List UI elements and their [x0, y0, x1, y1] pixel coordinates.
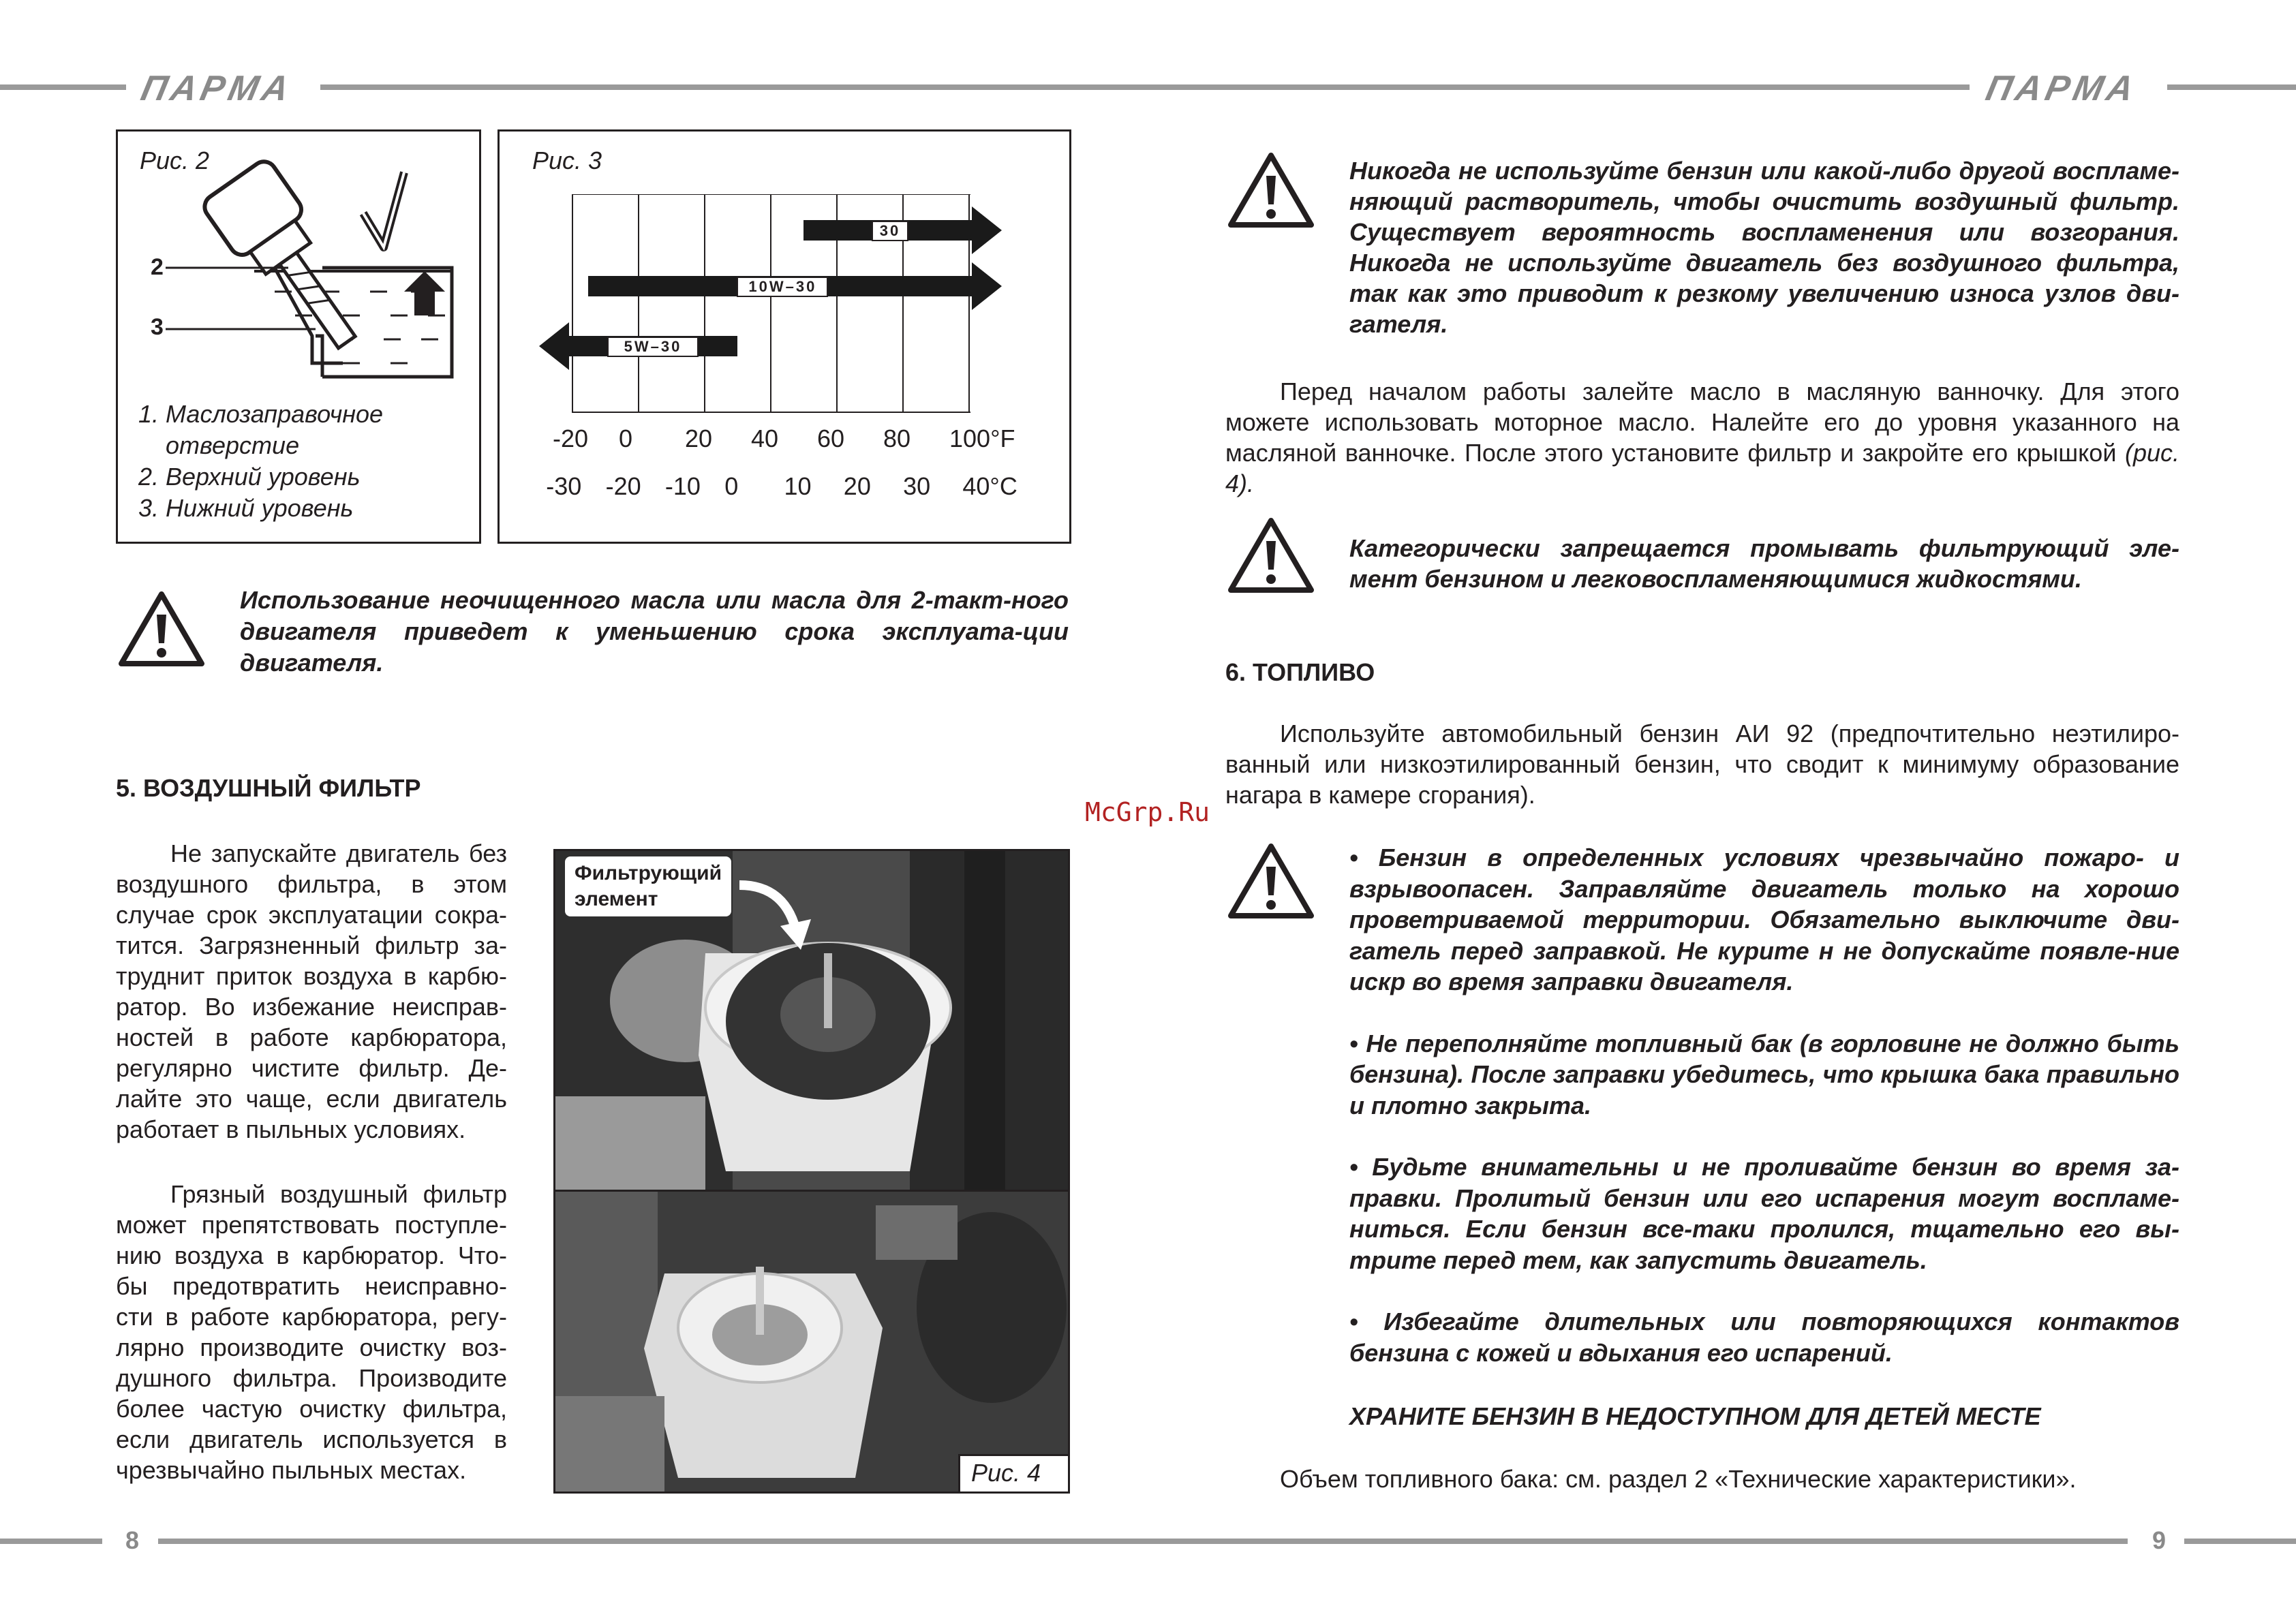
legend-item-2: 2. Верхний уровень [138, 463, 361, 491]
header-rule-right [2167, 84, 2296, 90]
warning-triangle-icon [1227, 151, 1315, 230]
marker-3: 3 [151, 314, 164, 340]
page-number-left: 8 [125, 1526, 140, 1554]
section-5-para-2: Грязный воздушный фильтр может препятствовать поступле-нию воздуха в карбюратор. Что-бы предотвратить неисправно-сти в работе карбюратора, регу-лярно производите очистку воз-душного фильтра. Производите более частую очистку фильтра, если двигатель используется в чрезвычайно пыльных местах. [116, 1180, 507, 1484]
c-tick-label: 30 [903, 472, 931, 500]
c-tick-label: 40°C [962, 472, 1017, 500]
c-tick-label: 10 [784, 472, 812, 500]
c-tick-label: -30 [546, 472, 582, 500]
header-rule-left [0, 84, 126, 90]
bullet-item: • Бензин в определенных условиях чрезвычайно пожаро- и взрывоопасен. Заправляйте двигатель только на хорошо проветриваемой территории. Обязательно выключите дви-гатель перед заправкой. Не курите н не допускайте появле-ние искр во время заправки двигателя. [1349, 844, 2179, 995]
c-tick-label: -20 [605, 472, 641, 500]
warning-dirty-oil: Использование неочищенного масла или масла для 2-такт-ного двигателя приведет к уменьшению срока эксплуата-ции двигателя. [240, 586, 1069, 677]
callout-arrow-icon [733, 871, 814, 953]
f-tick-label: 60 [817, 424, 845, 452]
legend-item-3: 3. Нижний уровень [138, 494, 354, 522]
brand-logo-right: ПАРМА [1982, 69, 2141, 108]
legend-item-1-cont: отверстие [166, 431, 300, 459]
bullet-item: • Не переполняйте топливный бак (в горловине не должно быть бензина). После заправки убедитесь, что крышка бака правильно и плотно закрыта. [1349, 1029, 2179, 1119]
warning-no-filter-washing: Категорически запрещается промывать фильтрующий эле-мент бензином и легковоспламеняющимися жидкостями. [1349, 534, 2179, 593]
oil-grade-label: 30 [872, 221, 908, 241]
oil-fill-paragraph [1225, 376, 2179, 499]
figure-2-label: Рис. 2 [140, 146, 210, 174]
oil-range-arrowhead [972, 262, 1002, 310]
footer-rule-right [2184, 1539, 2296, 1544]
brand-logo-left: ПАРМА [137, 69, 296, 108]
watermark: McGrp.Ru [1085, 797, 1210, 827]
bullet-item: • Избегайте длительных или повторяющихся контактов бензина с кожей и вдыхания его испарений. [1349, 1308, 2179, 1367]
header-rule-middle [320, 84, 1970, 90]
f-tick-label: 100°F [949, 424, 1015, 452]
figure-3-label: Рис. 3 [532, 146, 602, 174]
figure-2 [116, 129, 481, 544]
page-number-right: 9 [2152, 1526, 2167, 1554]
fuel-safety-bullets [1349, 842, 2179, 1399]
figure-2-legend [138, 399, 383, 524]
warning-no-gasoline-cleaning: Никогда не используйте бензин или какой-либо другой воспламе-няющий растворитель, чтобы очистить воздушный фильтр. Существует вероятность воспламенения или возгорания. Никогда не используйте двигатель без воздушного фильтра, так как это приводит к резкому увеличению износа узлов дви-гателя. [1349, 157, 2179, 338]
warning-triangle-icon [1227, 516, 1315, 595]
c-tick-label: 20 [843, 472, 871, 500]
f-tick-label: -20 [553, 424, 589, 452]
f-tick-label: 20 [685, 424, 713, 452]
tank-volume-note: Объем топливного бака: см. раздел 2 «Технические характеристики». [1280, 1465, 2077, 1493]
section-6-title: 6. ТОПЛИВО [1225, 658, 1375, 686]
oil-range-arrowhead [539, 322, 569, 370]
figure-4-photo-top [553, 849, 1070, 1192]
warning-triangle-icon [1227, 842, 1315, 921]
oil-grade-label: 10W–30 [737, 277, 828, 297]
f-tick-label: 80 [883, 424, 911, 452]
oil-filler-diagram [118, 132, 479, 418]
footer-rule-left [0, 1539, 102, 1544]
oil-grade-label: 5W–30 [607, 337, 699, 357]
footer-rule-middle [158, 1539, 2128, 1544]
oil-range-arrowhead [972, 206, 1002, 254]
callout-line-1: Фильтрующий [575, 862, 722, 884]
legend-item-1: 1. Маслозаправочное [138, 400, 384, 428]
figure-3-oil-chart [498, 129, 1071, 544]
filter-element-callout [565, 856, 731, 916]
marker-2: 2 [151, 254, 164, 280]
warning-triangle-icon [117, 590, 206, 668]
figure-4-label-box [958, 1454, 1068, 1491]
oil-fill-text: Перед началом работы залейте масло в масляную ванночку. Для этого можете использовать моторное масло. Налейте его до уровня указанного на масляной ванночке. После этого установите фильтр и закройте его крышкой [1225, 377, 2179, 467]
c-tick-label: 0 [724, 472, 739, 500]
figure-4-label: Рис. 4 [970, 1459, 1041, 1487]
fuel-paragraph: Используйте автомобильный бензин АИ 92 (предпочтительно неэтилиро-ванный или низкоэтилированный бензин, что сводит к минимуму образование нагара в камере сгорания). [1225, 720, 2179, 809]
air-filter-housing-photo [555, 1192, 1068, 1491]
oil-fill-figure-ref: (рис. 4). [1225, 439, 2179, 497]
f-tick-label: 40 [751, 424, 779, 452]
bullet-item: • Будьте внимательны и не проливайте бензин во время за-правки. Пролитый бензин или его испарения могут воспламе-ниться. Если бензин все-таки пролился, тщательно его вы-трите перед тем, как запустить двигатель. [1349, 1153, 2179, 1274]
c-tick-label: -10 [664, 472, 701, 500]
callout-line-2: элемент [575, 888, 658, 910]
f-tick-label: 0 [619, 424, 633, 452]
store-notice: ХРАНИТЕ БЕНЗИН В НЕДОСТУПНОМ ДЛЯ ДЕТЕЙ МЕСТЕ [1349, 1402, 2041, 1430]
section-5-title: 5. ВОЗДУШНЫЙ ФИЛЬТР [116, 774, 421, 802]
figure-4-photo-bottom [553, 1190, 1070, 1494]
section-5-para-1: Не запускайте двигатель без воздушного фильтра, в этом случае срок эксплуатации сокра-тится. Загрязненный фильтр за-труднит приток воздуха в карбю-ратор. Во избежание неисправ-ностей в работе карбюратора, регулярно чистите фильтр. Де-лайте это чаще, если двигатель работает в пыльных условиях. [116, 839, 507, 1143]
